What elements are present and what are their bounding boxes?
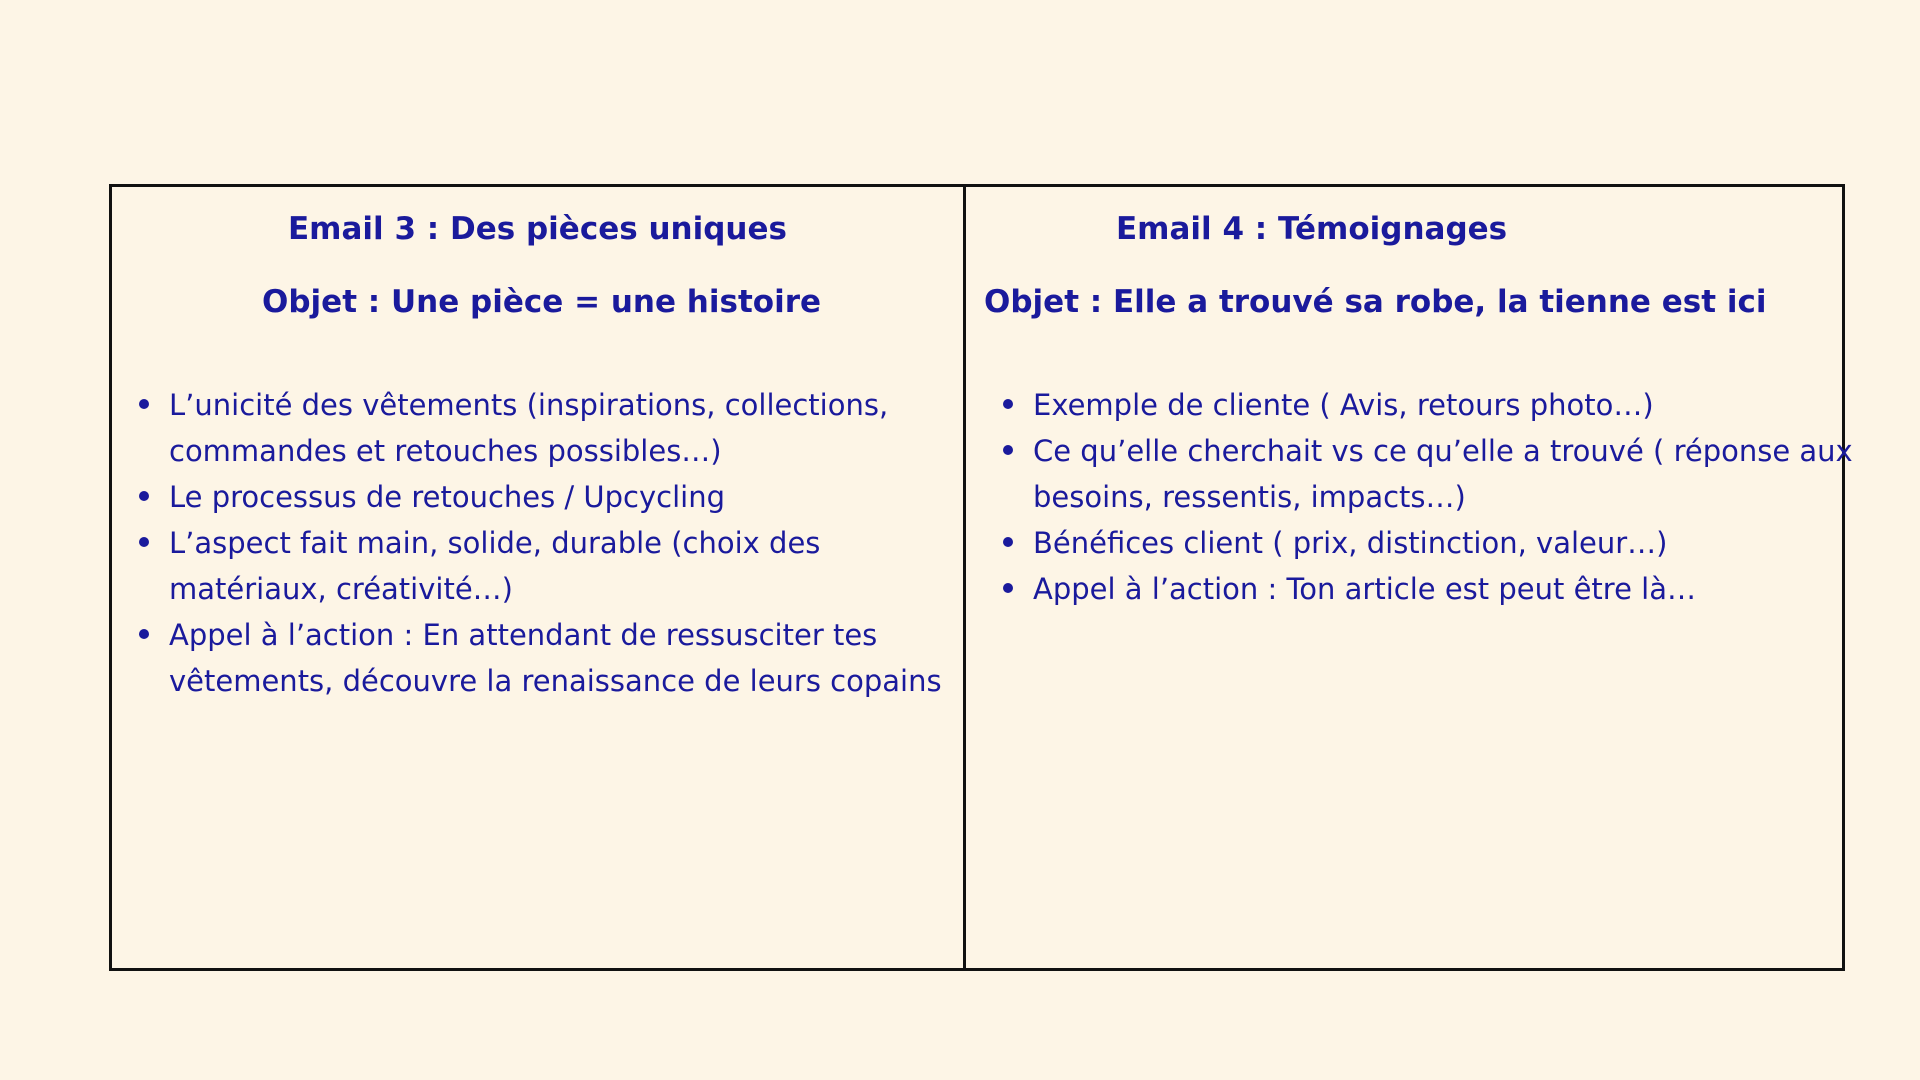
bullet-icon bbox=[139, 491, 149, 501]
list-item bbox=[169, 520, 959, 612]
bullet-icon bbox=[1003, 445, 1013, 455]
list-item bbox=[1033, 428, 1863, 520]
bullet-icon bbox=[139, 629, 149, 639]
list-item bbox=[1033, 520, 1863, 566]
bullet-icon bbox=[139, 537, 149, 547]
email-plan-table bbox=[109, 184, 1853, 971]
list-item bbox=[169, 382, 959, 474]
email-3-subject: Objet : Une pièce = une histoire bbox=[262, 284, 822, 320]
list-item-text: Ce qu’elle cherchait vs ce qu’elle a trouvé ( réponse aux besoins, ressentis, impacts…) bbox=[1033, 434, 1853, 514]
email-4-column bbox=[966, 187, 1853, 968]
bullet-icon bbox=[1003, 399, 1013, 409]
email-3-column bbox=[112, 187, 966, 968]
list-item-text: L’aspect fait main, solide, durable (choix des matériaux, créativité…) bbox=[169, 526, 821, 606]
list-item bbox=[169, 612, 959, 704]
email-4-points bbox=[979, 382, 1863, 612]
bullet-icon bbox=[1003, 583, 1013, 593]
list-item bbox=[1033, 566, 1863, 612]
email-3-heading: Email 3 : Des pièces uniques bbox=[288, 211, 787, 247]
list-item-text: Bénéfices client ( prix, distinction, valeur…) bbox=[1033, 526, 1668, 560]
list-item-text: Le processus de retouches / Upcycling bbox=[169, 480, 726, 514]
bullet-icon bbox=[1003, 537, 1013, 547]
list-item-text: Appel à l’action : Ton article est peut être là… bbox=[1033, 572, 1696, 606]
email-4-subject: Objet : Elle a trouvé sa robe, la tienne est ici bbox=[984, 284, 1767, 320]
list-item-text: Appel à l’action : En attendant de ressusciter tes vêtements, découvre la renaissance de leurs copains bbox=[169, 618, 942, 698]
list-item-text: Exemple de cliente ( Avis, retours photo…) bbox=[1033, 388, 1654, 422]
list-item bbox=[1033, 382, 1863, 428]
list-item bbox=[169, 474, 959, 520]
email-4-heading: Email 4 : Témoignages bbox=[1116, 211, 1508, 247]
email-3-points bbox=[115, 382, 959, 704]
list-item-text: L’unicité des vêtements (inspirations, collections, commandes et retouches possibles…) bbox=[169, 388, 889, 468]
bullet-icon bbox=[139, 399, 149, 409]
